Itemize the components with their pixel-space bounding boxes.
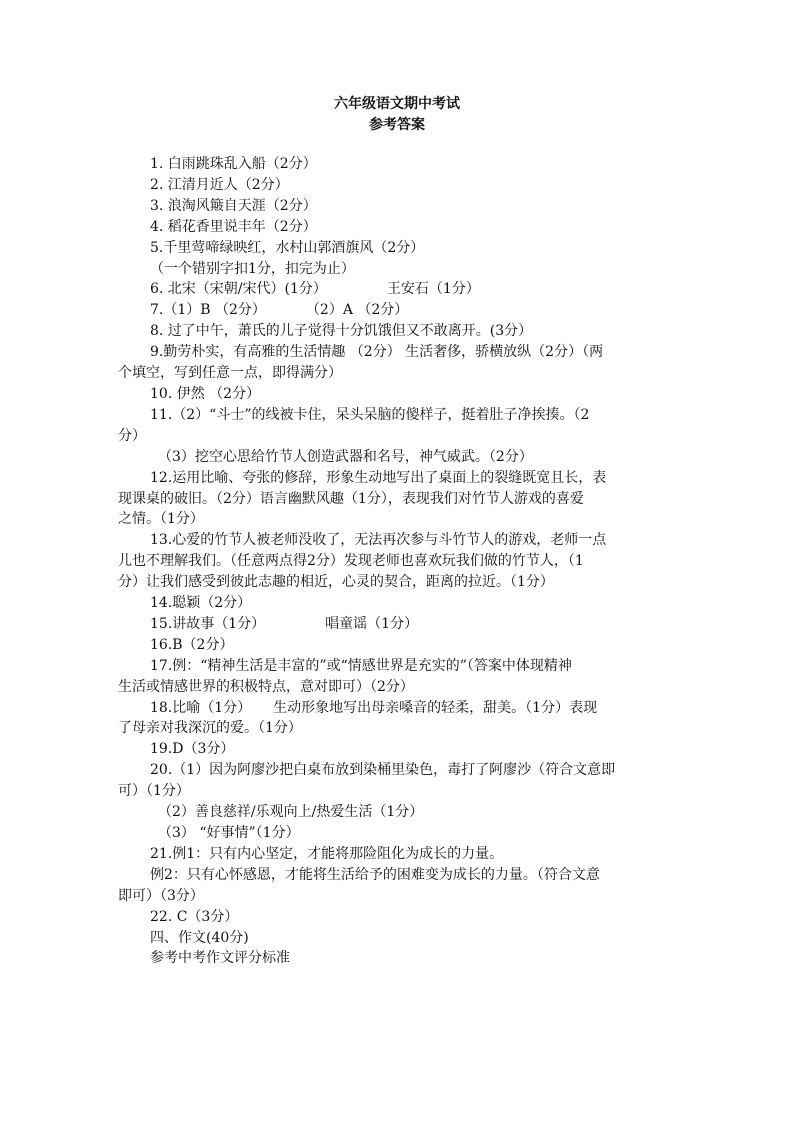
answer-18-line-1	[118, 698, 676, 719]
answer-2: 2. 江清月近人（2分）	[150, 176, 289, 193]
answer-20-line-3: （2）善良慈祥/乐观向上/热爱生活（1分）	[158, 804, 424, 821]
answer-14: 14.聪颖（2分）	[150, 595, 252, 612]
answer-3: 3. 浪淘风簸自天涯（2分）	[150, 197, 317, 214]
answer-5: 5.千里莺啼绿映红，水村山郭酒旗风（2分）	[150, 239, 425, 256]
answer-18-part-a: 18.比喻（1分）	[150, 699, 252, 716]
answer-11-line-1: 11.（2）“斗士”的线被卡住，呆头呆脑的傻样子，挺着肚子净挨揍。（2	[150, 406, 590, 423]
answer-15	[118, 614, 676, 635]
answer-7-part-b: （2）A （2分）	[305, 302, 409, 319]
answer-20-line-2: 可）（1分）	[118, 783, 190, 800]
answer-6	[118, 279, 676, 300]
answer-11-line-2: 分）	[118, 427, 146, 444]
answer-15-part-a: 15.讲故事（1分）	[150, 615, 266, 632]
answer-12-line-2: 现课桌的破旧。（2分）语言幽默风趣（1分），表现我们对竹节人游戏的喜爱	[118, 490, 584, 507]
answer-5-note: （一个错别字扣1分，扣完为止）	[150, 260, 355, 277]
page-title: 六年级语文期中考试	[334, 96, 460, 112]
answer-17-line-2: 生活或情感世界的积极特点，意对即可）（2分）	[118, 678, 414, 695]
answer-21-line-3: 即可）（3分）	[118, 887, 204, 904]
page-subtitle: 参考答案	[369, 117, 425, 133]
answer-16: 16.B（2分）	[150, 636, 234, 653]
answer-12-line-3: 之情。（1分）	[118, 511, 204, 528]
answer-18-part-b: 生动形象地写出母亲嗓音的轻柔，甜美。（1分）表现	[273, 699, 598, 716]
answer-10: 10. 伊然 （2分）	[150, 385, 261, 402]
answer-6-part-b: 王安石（1分）	[386, 281, 480, 298]
answer-4: 4. 稻花香里说丰年（2分）	[150, 218, 317, 235]
answer-9-line-1: 9.勤劳朴实，有高雅的生活情趣 （2分） 生活奢侈，骄横放纵（2分）（两	[150, 344, 604, 361]
answer-13-line-3: 分）让我们感受到彼此志趣的相近，心灵的契合，距离的拉近。（1分）	[118, 574, 554, 591]
answer-7	[118, 300, 676, 321]
answer-18-line-2: 了母亲对我深沉的爱。（1分）	[118, 720, 302, 737]
answer-22: 22. C（3分）	[150, 908, 239, 925]
answer-20-line-4: （3） “好事情”（1分）	[158, 825, 300, 841]
answer-8: 8. 过了中午，萧氏的儿子觉得十分饥饿但又不敢离开。(3分）	[150, 323, 533, 340]
section-4-heading: 四、作文(40分)	[150, 929, 249, 946]
answer-20-line-1: 20.（1）因为阿廖沙把白桌布放到染桶里染色，毒打了阿廖沙（符合文意即	[150, 762, 616, 779]
answer-15-part-b: 唱童谣（1分）	[325, 615, 419, 632]
answer-11-line-3: （3）挖空心思给竹节人创造武器和名号，神气威武。（2分）	[158, 448, 533, 465]
answer-7-part-a: 7.（1）B （2分）	[150, 302, 266, 319]
answer-17-line-1: 17.例：“精神生活是丰富的”或“情感世界是充实的”（答案中体现精神	[150, 657, 572, 674]
section-4-note: 参考中考作文评分标准	[150, 950, 290, 967]
answer-1: 1. 白雨跳珠乱入船（2分）	[150, 156, 317, 172]
answer-13-line-2: 儿也不理解我们。（任意两点得2分）发现老师也喜欢玩我们做的竹节人，（1	[118, 553, 584, 570]
answer-12-line-1: 12.运用比喻、夸张的修辞，形象生动地写出了桌面上的裂缝既宽且长，表	[150, 469, 607, 486]
answer-6-part-a: 6. 北宋（宋朝/宋代）(1分）	[150, 281, 327, 298]
answer-9-line-2: 个填空，写到任意一点，即得满分）	[118, 365, 342, 382]
answer-13-line-1: 13.心爱的竹节人被老师没收了，无法再次参与斗竹节人的游戏，老师一点	[150, 532, 607, 549]
answer-21-line-1: 21.例1：只有内心坚定，才能将那险阻化为成长的力量。	[150, 845, 504, 862]
answer-21-line-2: 例2：只有心怀感恩，才能将生活给予的困难变为成长的力量。（符合文意	[150, 866, 600, 883]
answer-19: 19.D（3分）	[150, 741, 235, 758]
